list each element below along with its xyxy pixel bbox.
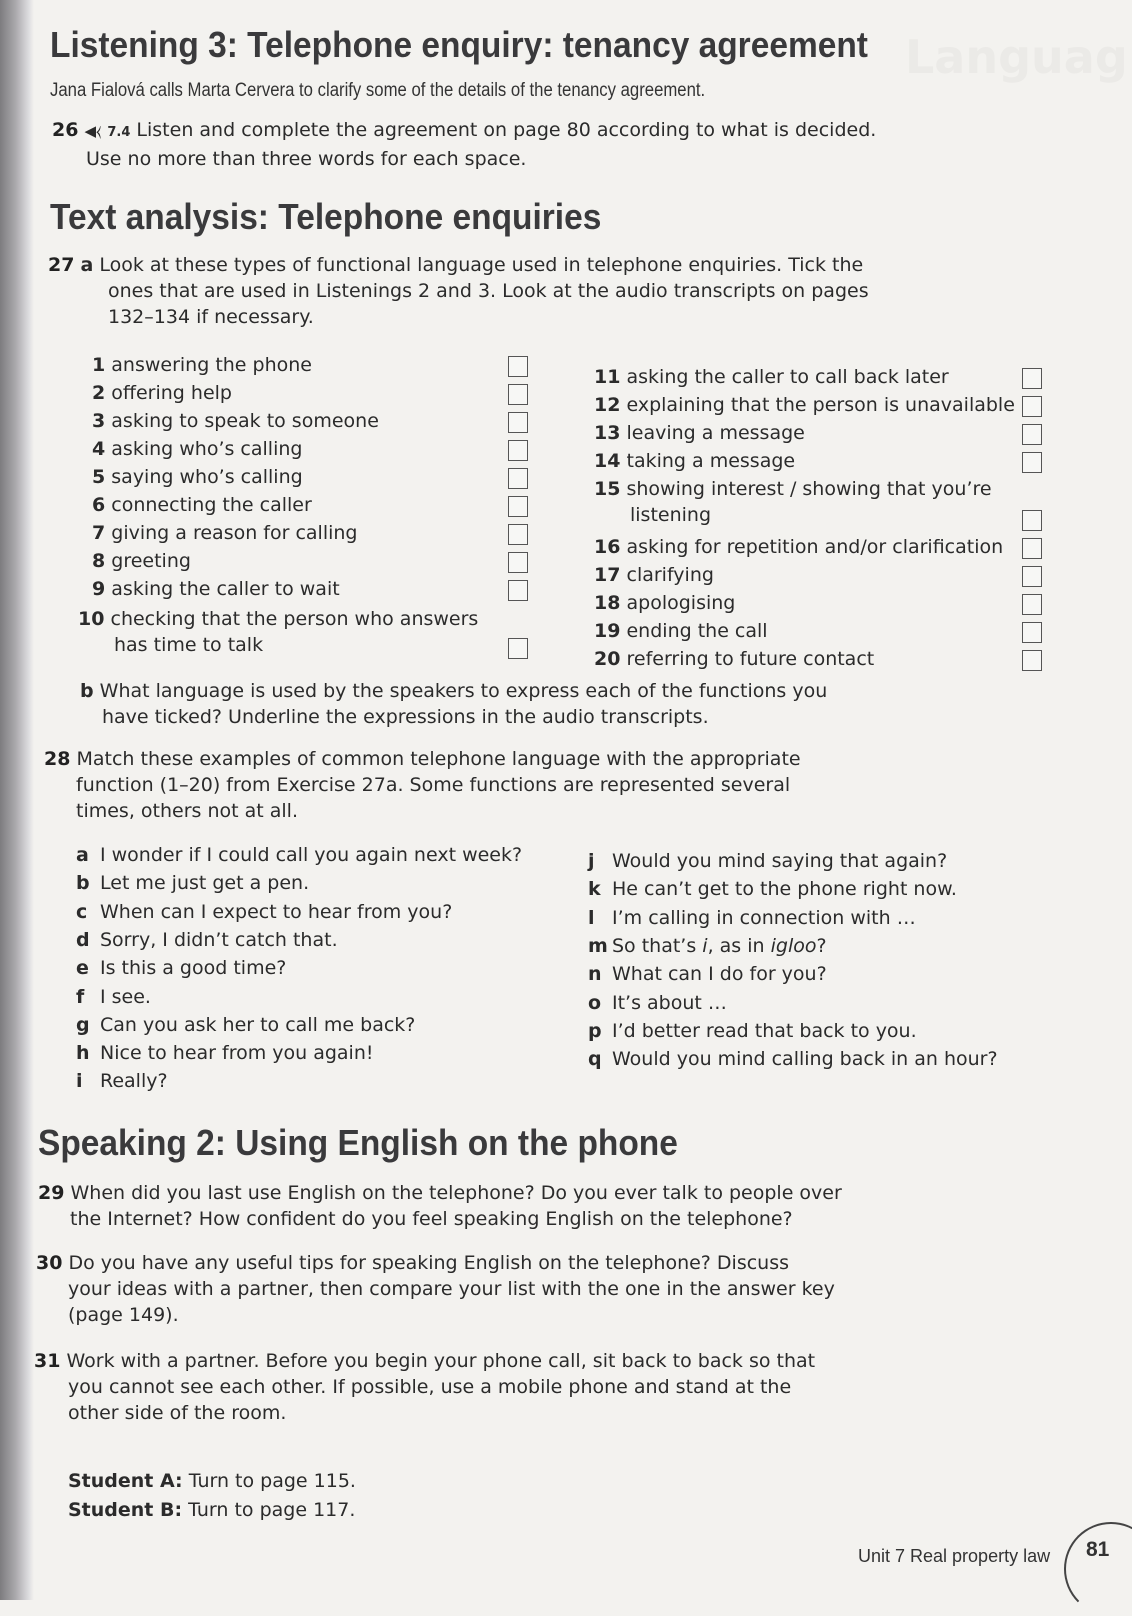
tick-box[interactable] — [1022, 594, 1042, 615]
example-text: Is this a good time? — [100, 957, 287, 980]
function-text: showing interest / showing that you’re — [620, 478, 992, 500]
tick-box[interactable] — [1022, 538, 1042, 559]
exercise-text: have ticked? Underline the expressions in the audio transcripts. — [102, 706, 709, 728]
audio-track: 7.4 — [107, 125, 131, 140]
example-letter: g — [76, 1013, 90, 1036]
tick-box[interactable] — [508, 524, 528, 545]
exercise-number: 31 — [34, 1350, 61, 1372]
exercise-text: your ideas with a partner, then compare your list with the one in the answer key — [68, 1278, 835, 1300]
example-item — [76, 1068, 168, 1094]
function-text: asking to speak to someone — [105, 410, 379, 432]
function-item — [594, 392, 1015, 418]
tick-box[interactable] — [1022, 424, 1042, 445]
example-letter: d — [76, 928, 90, 951]
exercise-number: 30 — [36, 1252, 63, 1274]
exercise-number: 28 — [44, 748, 71, 770]
exercise-text: Match these examples of common telephone language with the appropriate — [76, 748, 801, 770]
exercise-29 — [38, 1180, 842, 1232]
book-spine-shadow — [0, 0, 34, 1600]
example-letter: e — [76, 957, 89, 980]
function-item — [594, 534, 1003, 560]
function-text: giving a reason for calling — [105, 522, 358, 544]
example-letter: b — [76, 872, 90, 895]
exercise-31 — [34, 1348, 815, 1426]
function-item — [594, 618, 768, 644]
function-text: ending the call — [620, 620, 768, 642]
tick-box[interactable] — [1022, 510, 1042, 531]
student-text: Turn to page 115. — [188, 1470, 356, 1492]
function-number: 20 — [594, 648, 621, 670]
example-text: Would you mind calling back in an hour? — [612, 1048, 998, 1071]
function-number: 8 — [92, 550, 106, 572]
function-text: answering the phone — [105, 354, 312, 376]
student-text: Turn to page 117. — [188, 1499, 356, 1521]
page-number: 81 — [1086, 1538, 1110, 1561]
example-letter: l — [588, 906, 595, 929]
example-text: Can you ask her to call me back? — [100, 1013, 416, 1036]
example-letter: m — [588, 934, 608, 957]
example-letter: c — [76, 900, 88, 923]
exercise-text: function (1–20) from Exercise 27a. Some functions are represented several — [76, 774, 791, 796]
function-number: 1 — [92, 354, 106, 376]
example-item — [76, 899, 452, 925]
tick-box[interactable] — [508, 412, 528, 433]
exercise-text: (page 149). — [68, 1304, 179, 1326]
function-text: apologising — [620, 592, 736, 614]
example-letter: p — [588, 1019, 602, 1042]
tick-box[interactable] — [508, 384, 528, 405]
example-text: I’m calling in connection with … — [612, 906, 916, 929]
function-text: taking a message — [620, 450, 796, 472]
example-item — [76, 870, 309, 896]
function-number: 14 — [594, 450, 621, 472]
example-item — [588, 1018, 917, 1044]
student-b-instruction — [68, 1497, 355, 1523]
function-item — [92, 464, 303, 490]
tick-box[interactable] — [508, 356, 528, 377]
function-item — [594, 646, 874, 672]
function-number: 19 — [594, 620, 621, 642]
example-text: Really? — [100, 1070, 168, 1093]
function-text: clarifying — [620, 564, 714, 586]
example-text: Let me just get a pen. — [100, 872, 310, 895]
tick-box[interactable] — [1022, 566, 1042, 587]
exercise-27b — [80, 678, 827, 730]
student-a-instruction — [68, 1468, 356, 1494]
tick-box[interactable] — [1022, 452, 1042, 473]
function-text: asking for repetition and/or clarification — [620, 536, 1004, 558]
example-text: ? — [816, 934, 827, 957]
example-text: It’s about … — [612, 991, 727, 1014]
function-number: 13 — [594, 422, 621, 444]
example-item — [588, 1046, 998, 1072]
example-letter: o — [588, 991, 602, 1014]
tick-box[interactable] — [508, 638, 528, 659]
exercise-text: ones that are used in Listenings 2 and 3. Look at the audio transcripts on pages — [108, 280, 869, 302]
function-number: 12 — [594, 394, 621, 416]
function-text: has time to talk — [114, 634, 264, 656]
heading-speaking: Speaking 2: Using English on the phone — [38, 1122, 678, 1163]
exercise-text: 132–134 if necessary. — [108, 306, 314, 328]
example-letter: q — [588, 1048, 602, 1071]
function-number: 15 — [594, 478, 621, 500]
function-item — [92, 492, 312, 518]
example-item — [588, 905, 916, 931]
tick-box[interactable] — [508, 468, 528, 489]
example-text: Would you mind saying that again? — [612, 850, 948, 872]
function-text: explaining that the person is unavailable — [620, 394, 1015, 416]
exercise-number: 27 — [48, 254, 75, 276]
example-text-italic: igloo — [770, 934, 817, 957]
function-text: connecting the caller — [105, 494, 312, 516]
exercise-number: 26 — [52, 119, 79, 141]
example-item — [76, 842, 522, 868]
example-text: What can I do for you? — [612, 963, 827, 986]
example-text: Sorry, I didn’t catch that. — [100, 928, 338, 951]
exercise-text: Do you have any useful tips for speaking English on the telephone? Discuss — [68, 1252, 790, 1274]
example-letter: k — [588, 878, 601, 901]
example-text: When can I expect to hear from you? — [100, 900, 453, 923]
student-label: Student A: — [68, 1470, 183, 1492]
function-number: 7 — [92, 522, 106, 544]
function-number: 3 — [92, 410, 106, 432]
exercise-number: 29 — [38, 1182, 65, 1204]
function-item — [594, 562, 714, 588]
tick-box[interactable] — [1022, 650, 1042, 671]
function-item — [594, 590, 735, 616]
tick-box[interactable] — [508, 580, 528, 601]
function-number: 18 — [594, 592, 621, 614]
function-text: asking who’s calling — [105, 438, 303, 460]
function-item — [78, 606, 478, 658]
show-through-text: Languag — [905, 30, 1128, 84]
function-item — [594, 448, 795, 474]
function-item — [92, 520, 358, 546]
function-number: 10 — [78, 608, 105, 630]
example-text: I’d better read that back to you. — [612, 1019, 917, 1042]
function-text: asking the caller to wait — [105, 578, 340, 600]
exercise-text: Use no more than three words for each space. — [86, 148, 527, 170]
function-text: referring to future contact — [620, 648, 875, 670]
function-text: listening — [630, 504, 712, 526]
function-item — [594, 364, 949, 390]
function-item — [594, 420, 805, 446]
exercise-text: the Internet? How confident do you feel speaking English on the telephone? — [70, 1208, 793, 1230]
example-letter: i — [76, 1070, 83, 1093]
function-number: 9 — [92, 578, 106, 600]
function-text: saying who’s calling — [105, 466, 303, 488]
example-item — [588, 933, 827, 959]
listening-intro: Jana Fialová calls Marta Cervera to clarify some of the details of the tenancy agreement. — [50, 80, 706, 101]
example-letter: j — [588, 850, 595, 872]
exercise-text: times, others not at all. — [76, 800, 298, 822]
function-number: 2 — [92, 382, 106, 404]
exercise-text: Work with a partner. Before you begin your phone call, sit back to back so that — [66, 1350, 816, 1372]
function-item — [92, 352, 312, 378]
exercise-text: other side of the room. — [68, 1402, 287, 1424]
tick-box[interactable] — [1022, 396, 1042, 417]
example-item — [588, 876, 957, 902]
exercise-text: Listen and complete the agreement on page 80 according to what is decided. — [136, 119, 877, 141]
function-number: 4 — [92, 438, 106, 460]
tick-box[interactable] — [508, 552, 528, 573]
function-item — [92, 576, 340, 602]
function-item — [92, 548, 191, 574]
heading-listening: Listening 3: Telephone enquiry: tenancy agreement — [50, 24, 868, 65]
example-text: I wonder if I could call you again next week? — [100, 844, 523, 866]
example-item — [588, 961, 827, 987]
speaker-icon: ◀︎⧼ — [84, 122, 102, 140]
heading-text-analysis: Text analysis: Telephone enquiries — [50, 196, 602, 237]
example-letter: f — [76, 985, 85, 1008]
exercise-28 — [44, 746, 801, 824]
example-item — [588, 990, 727, 1016]
example-text: So that’s — [612, 934, 703, 957]
function-text: leaving a message — [620, 422, 805, 444]
example-letter: n — [588, 963, 602, 986]
example-text: Nice to hear from you again! — [100, 1042, 374, 1065]
example-text: , as in — [707, 934, 771, 957]
example-item — [76, 984, 151, 1010]
example-text: I see. — [100, 985, 151, 1008]
exercise-text: you cannot see each other. If possible, use a mobile phone and stand at the — [68, 1376, 792, 1398]
exercise-26 — [52, 117, 876, 172]
exercise-text: What language is used by the speakers to express each of the functions you — [99, 680, 828, 702]
example-item — [76, 955, 286, 981]
tick-box[interactable] — [1022, 622, 1042, 643]
function-number: 11 — [594, 366, 621, 388]
example-text: He can’t get to the phone right now. — [612, 878, 957, 901]
function-item — [92, 436, 302, 462]
tick-box[interactable] — [1022, 368, 1042, 389]
function-number: 16 — [594, 536, 621, 558]
page-number-decoration — [1064, 1522, 1132, 1616]
exercise-part: a — [80, 254, 94, 276]
tick-box[interactable] — [508, 496, 528, 517]
function-item — [92, 380, 232, 406]
exercise-27a — [48, 252, 869, 330]
exercise-text: Look at these types of functional language used in telephone enquiries. Tick the — [99, 254, 864, 276]
function-item — [594, 476, 992, 528]
example-item — [588, 848, 947, 874]
unit-footer: Unit 7 Real property law — [858, 1546, 1051, 1566]
function-number: 5 — [92, 466, 106, 488]
function-text: asking the caller to call back later — [620, 366, 949, 388]
example-item — [76, 1040, 374, 1066]
student-label: Student B: — [68, 1499, 183, 1521]
function-item — [92, 408, 379, 434]
function-text: greeting — [105, 550, 191, 572]
exercise-text: When did you last use English on the telephone? Do you ever talk to people over — [70, 1182, 842, 1204]
example-item — [76, 927, 338, 953]
tick-box[interactable] — [508, 440, 528, 461]
exercise-part: b — [80, 680, 94, 702]
example-item — [76, 1012, 415, 1038]
function-number: 17 — [594, 564, 621, 586]
example-text-italic: i — [702, 934, 708, 957]
exercise-30 — [36, 1250, 835, 1328]
function-number: 6 — [92, 494, 106, 516]
example-letter: a — [76, 844, 89, 866]
function-text: offering help — [105, 382, 232, 404]
function-text: checking that the person who answers — [104, 608, 479, 630]
example-letter: h — [76, 1042, 90, 1065]
